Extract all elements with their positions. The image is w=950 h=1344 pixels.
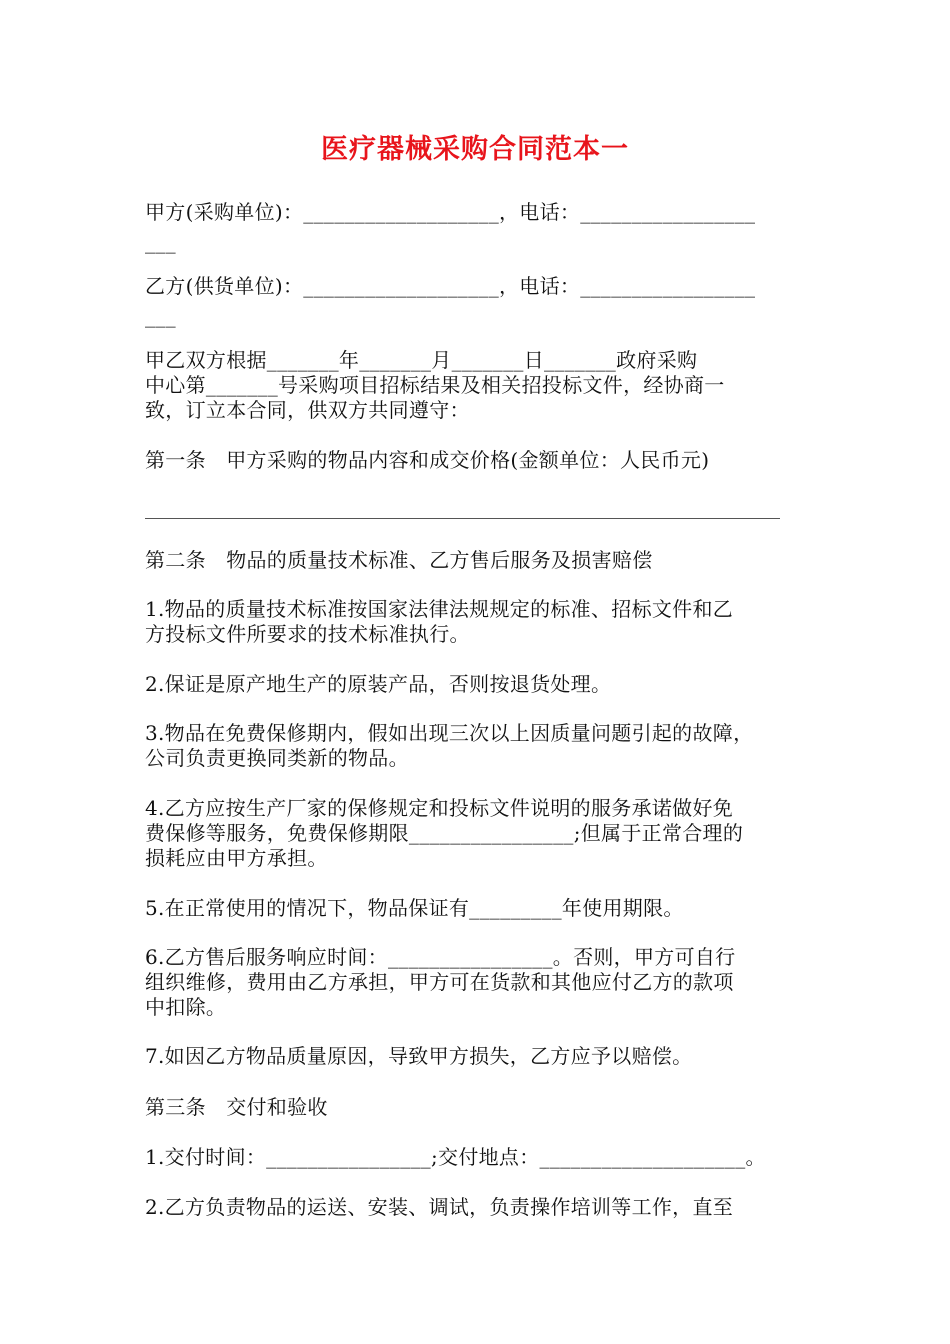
article-2-item-7: [145, 1044, 810, 1069]
article-2-item-3: [145, 721, 810, 771]
document-title: 医疗器械采购合同范本一: [321, 134, 629, 165]
intro-line-3: 致，订立本合同，供双方共同遵守：: [145, 398, 470, 422]
article-2-item-6-line-3: 中扣除。: [145, 995, 227, 1019]
article-2-item-7-text: 7.如因乙方物品质量原因，导致甲方损失，乙方应予以赔偿。: [145, 1044, 693, 1068]
article-2-heading-text: 第二条 物品的质量技术标准、乙方售后服务及损害赔偿: [145, 548, 653, 572]
article-2-item-1-line-1: 1.物品的质量技术标准按国家法律法规规定的标准、招标文件和乙: [145, 597, 734, 621]
article-3-item-1-text: 1.交付时间：________________;交付地点：____________________。: [145, 1145, 766, 1169]
article-2-item-6-line-2: 组织维修，费用由乙方承担，甲方可在货款和其他应付乙方的款项: [145, 970, 734, 994]
article-3-item-2: [145, 1195, 810, 1220]
article-2-item-3-line-1: 3.物品在免费保修期内，假如出现三次以上因质量问题引起的故障，: [145, 721, 754, 745]
intro-line-2: 中心第_______号采购项目招标结果及相关招投标文件，经协商一: [145, 373, 725, 397]
article-3-heading-text: 第三条 交付和验收: [145, 1095, 328, 1119]
party-a-line-1: 甲方(采购单位)：___________________，电话：_________________: [145, 200, 756, 224]
article-1-text: 第一条 甲方采购的物品内容和成交价格(金额单位：人民币元): [145, 448, 710, 472]
party-b-paragraph: [145, 274, 810, 329]
article-2-item-6: [145, 945, 810, 1020]
article-2-item-2: [145, 672, 810, 697]
price-table-blank-line: [145, 518, 780, 519]
intro-paragraph: [145, 348, 810, 423]
article-1-heading: [145, 448, 810, 473]
article-2-item-4-line-3: 损耗应由甲方承担。: [145, 846, 328, 870]
party-b-line-1: 乙方(供货单位)：___________________，电话：_________________: [145, 274, 756, 298]
article-2-item-1-line-2: 方投标文件所要求的技术标准执行。: [145, 622, 470, 646]
article-2-item-1: [145, 597, 810, 647]
article-2-item-3-line-2: 公司负责更换同类新的物品。: [145, 746, 409, 770]
article-3-item-1: [145, 1145, 810, 1170]
article-2-item-5: [145, 896, 810, 921]
intro-line-1: 甲乙双方根据_______年_______月_______日_______政府采购: [145, 348, 698, 372]
article-2-item-4: [145, 796, 810, 871]
article-2-item-2-text: 2.保证是原产地生产的原装产品，否则按退货处理。: [145, 672, 612, 696]
article-2-item-4-line-1: 4.乙方应按生产厂家的保修规定和投标文件说明的服务承诺做好免: [145, 796, 734, 820]
party-b-line-2: ___: [145, 304, 176, 328]
party-a-line-2: ___: [145, 230, 176, 254]
article-3-item-2-text: 2.乙方负责物品的运送、安装、调试，负责操作培训等工作，直至: [145, 1195, 734, 1219]
article-2-item-6-line-1: 6.乙方售后服务响应时间：________________。否则，甲方可自行: [145, 945, 736, 969]
article-3-heading: [145, 1095, 810, 1120]
party-a-paragraph: [145, 200, 810, 255]
article-2-heading: [145, 548, 810, 573]
article-2-item-5-text: 5.在正常使用的情况下，物品保证有_________年使用期限。: [145, 896, 684, 920]
article-2-item-4-line-2: 费保修等服务，免费保修期限________________;但属于正常合理的: [145, 821, 744, 845]
